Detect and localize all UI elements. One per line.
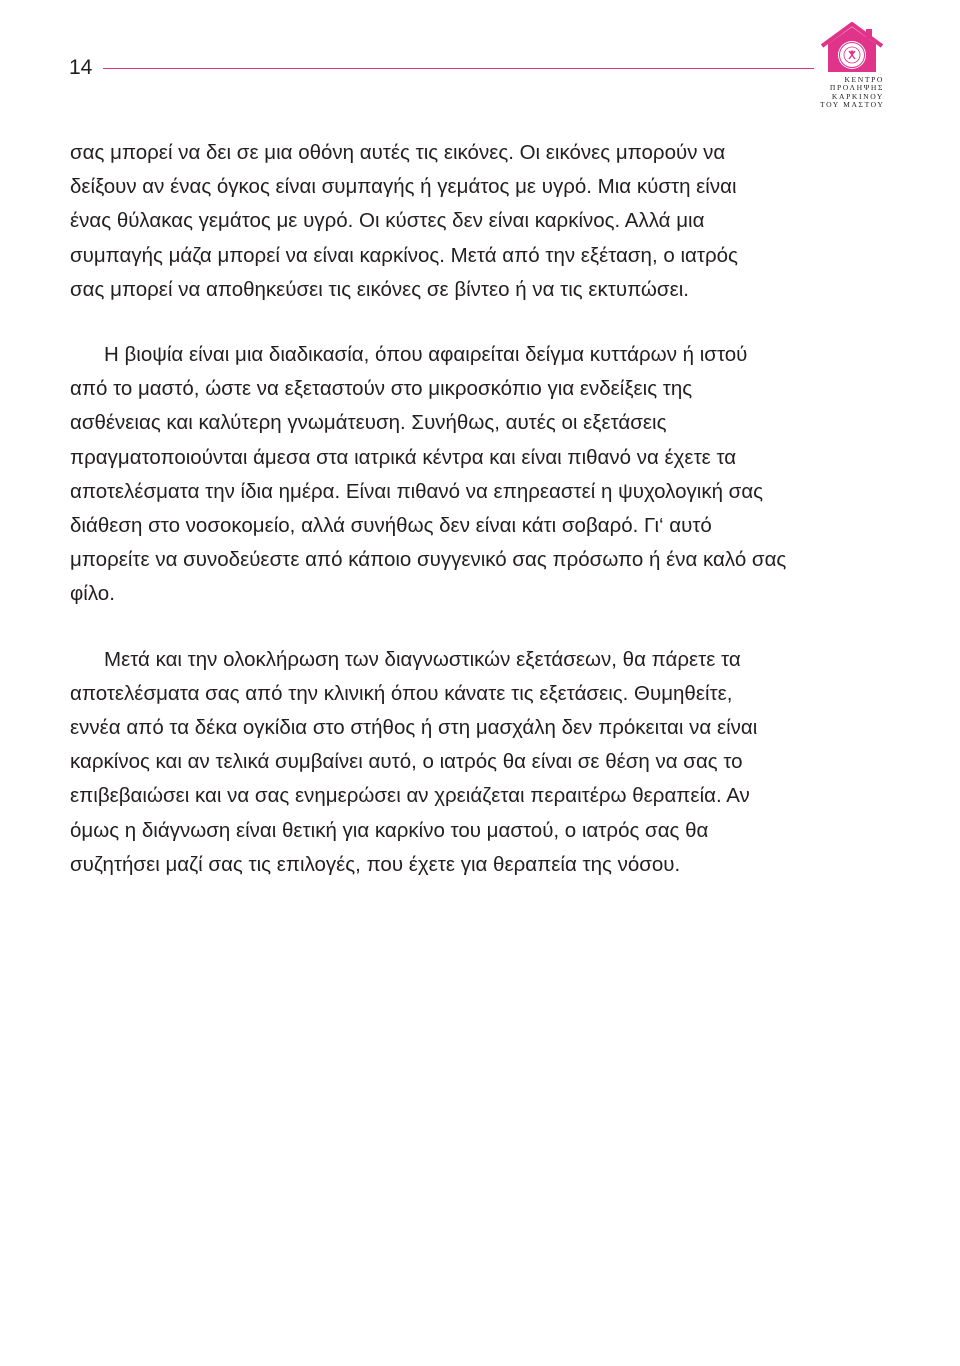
text-line: αποτελέσματα σας από την κλινική όπου κάνατε τις εξετάσεις. Θυμηθείτε, (70, 681, 733, 705)
text-line: Η βιοψία είναι μια διαδικασία, όπου αφαιρείται δείγμα κυττάρων ή ιστού (104, 343, 748, 367)
paragraph (70, 338, 870, 612)
text-line: συζητήσει μαζί σας τις επιλογές, που έχετε για θεραπεία της νόσου. (70, 852, 681, 876)
text-line: φίλο. (70, 582, 115, 606)
text-line: μπορείτε να συνοδεύεστε από κάποιο συγγενικό σας πρόσωπο ή ένα καλό σας (70, 548, 787, 572)
logo-text (820, 76, 884, 110)
logo-line: ΠΡΟΛΗΨΗΣ (829, 83, 884, 93)
text-line: σας μπορεί να δει σε μια οθόνη αυτές τις εικόνες. Οι εικόνες μπορούν να (70, 141, 726, 164)
text-line: καρκίνος και αν τελικά συμβαίνει αυτό, ο ιατρός θα είναι σε θέση να σας το (70, 750, 743, 774)
text-line: πραγματοποιούνται άμεσα στα ιατρικά κέντρα και είναι πιθανό να έχετε τα (70, 445, 737, 469)
text-line: όμως η διάγνωση είναι θετική για καρκίνο του μαστού, ο ιατρός σας θα (70, 818, 709, 842)
text-line: διάθεση στο νοσοκομείο, αλλά συνήθως δεν είναι κάτι σοβαρό. Γι‘ αυτό (70, 514, 712, 538)
paragraph (70, 643, 870, 882)
text-line: αποτελέσματα την ίδια ημέρα. Είναι πιθανό να επηρεαστεί η ψυχολογική σας (70, 479, 764, 503)
body-text (70, 136, 870, 882)
text-line: ένας θύλακας γεμάτος με υγρό. Οι κύστες δεν είναι καρκίνος. Αλλά μια (70, 209, 705, 233)
logo-line: ΤΟΥ ΜΑΣΤΟΥ (820, 100, 885, 110)
logo (820, 22, 884, 122)
logo-line: ΚΕΝΤΡΟ (844, 75, 884, 84)
text-line: επιβεβαιώσει και να σας ενημερώσει αν χρειάζεται περαιτέρω θεραπεία. Αν (70, 784, 750, 808)
page-number: 14 (69, 56, 93, 79)
header-rule (103, 68, 814, 69)
text-line: εννέα από τα δέκα ογκίδια στο στήθος ή στη μασχάλη δεν πρόκειται να είναι (70, 716, 758, 740)
text-line: ασθένειας και καλύτερη γνωμάτευση. Συνήθως, αυτές οι εξετάσεις (70, 411, 667, 435)
paragraph (70, 136, 870, 307)
text-line: από το μαστό, ώστε να εξεταστούν στο μικροσκόπιο για ενδείξεις της (70, 377, 693, 401)
text-line: Μετά και την ολοκλήρωση των διαγνωστικών εξετάσεων, θα πάρετε τα (104, 647, 741, 671)
text-line: δείξουν αν ένας όγκος είναι συμπαγής ή γεμάτος με υγρό. Μια κύστη είναι (70, 175, 737, 199)
logo-line: ΚΑΡΚΙΝΟΥ (831, 91, 884, 101)
text-line: συμπαγής μάζα μπορεί να είναι καρκίνος. Μετά από την εξέταση, ο ιατρός (70, 243, 738, 267)
house-logo-icon (820, 22, 884, 74)
text-line: σας μπορεί να αποθηκεύσει τις εικόνες σε βίντεο ή να τις εκτυπώσει. (70, 277, 689, 301)
